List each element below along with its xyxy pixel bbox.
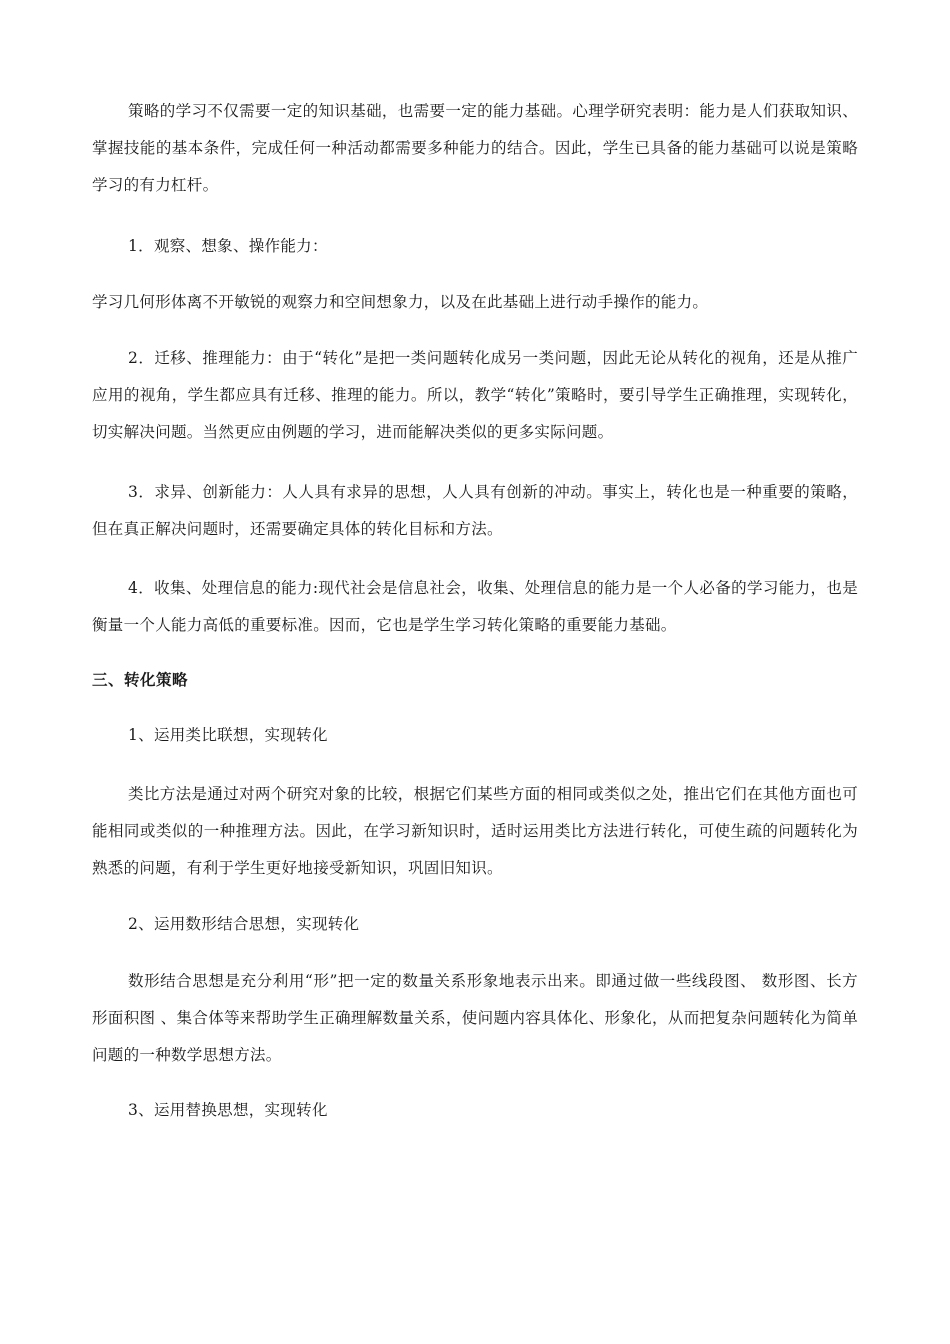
strategy-2-title: 2、运用数形结合思想，实现转化 bbox=[128, 915, 360, 933]
ability-1-title: 1．观察、想象、操作能力： bbox=[128, 237, 328, 255]
section-3-heading: 三、转化策略 bbox=[92, 671, 189, 689]
ability-1-text: 学习几何形体离不开敏锐的观察力和空间想象力，以及在此基础上进行动手操作的能力。 bbox=[92, 293, 709, 311]
strategy-2-text: 数形结合思想是充分利用“形”把一定的数量关系形象地表示出来。即通过做一些线段图、 数形图、长方形面积图 、集合体等来帮助学生正确理解数量关系，使问题内容具体化、形象化，从而把复杂问题转化为简单问题的一种数学思想方法。 bbox=[92, 972, 858, 1064]
ability-4-paragraph: 4．收集、处理信息的能力:现代社会是信息社会，收集、处理信息的能力是一个人必备的学习能力，也是衡量一个人能力高低的重要标准。因而，它也是学生学习转化策略的重要能力基础。 bbox=[92, 579, 858, 634]
strategy-3-title: 3、运用替换思想，实现转化 bbox=[128, 1101, 328, 1119]
ability-3-paragraph: 3．求异、创新能力：人人具有求异的思想，人人具有创新的冲动。事实上，转化也是一种重要的策略，但在真正解决问题时，还需要确定具体的转化目标和方法。 bbox=[92, 483, 858, 538]
strategy-1-text: 类比方法是通过对两个研究对象的比较，根据它们某些方面的相同或类似之处，推出它们在其他方面也可能相同或类似的一种推理方法。因此，在学习新知识时，适时运用类比方法进行转化，可使生疏的问题转化为熟悉的问题，有利于学生更好地接受新知识，巩固旧知识。 bbox=[92, 785, 858, 877]
ability-2-paragraph: 2．迁移、推理能力：由于“转化”是把一类问题转化成另一类问题，因此无论从转化的视角，还是从推广应用的视角，学生都应具有迁移、推理的能力。所以，教学“转化”策略时，要引导学生正确推理，实现转化，切实解决问题。当然更应由例题的学习，进而能解决类似的更多实际问题。 bbox=[92, 349, 858, 441]
intro-paragraph: 策略的学习不仅需要一定的知识基础，也需要一定的能力基础。心理学研究表明：能力是人们获取知识、掌握技能的基本条件，完成任何一种活动都需要多种能力的结合。因此，学生已具备的能力基础可以说是策略学习的有力杠杆。 bbox=[92, 102, 858, 194]
strategy-1-title: 1、运用类比联想，实现转化 bbox=[128, 726, 328, 744]
